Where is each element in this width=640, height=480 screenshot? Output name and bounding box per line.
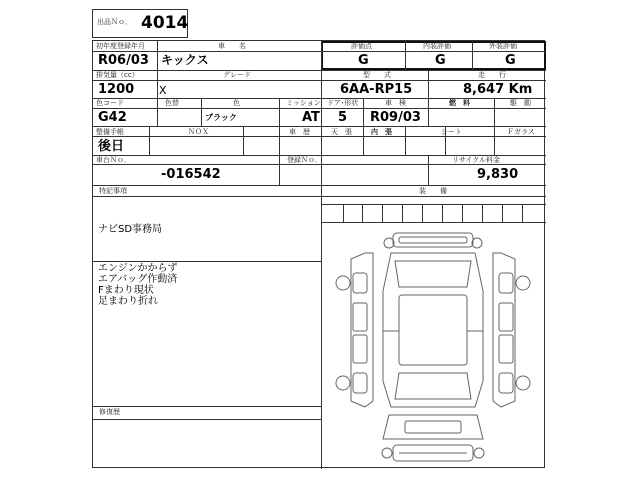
value-grade: X: [159, 84, 167, 97]
value-displacement: 1200: [98, 82, 135, 97]
label-doors: ドア･形状: [327, 99, 359, 107]
label-exterior-score: 外装評価: [489, 42, 517, 50]
value-transmission: AT: [302, 110, 320, 125]
label-registration-number: 登録Ｎｏ．: [287, 156, 322, 164]
value-model: 6AA-RP15: [340, 82, 413, 97]
label-transmission: ミッション: [286, 99, 321, 107]
value-first-registration: R06/03: [98, 53, 149, 68]
front-bumper-diagram: [384, 233, 482, 248]
label-repair-history: 修復歴: [99, 408, 120, 416]
value-mileage: 8,647 Km: [463, 82, 533, 97]
label-seat: シート: [441, 128, 462, 136]
label-interior-trim: 内 張: [371, 128, 392, 136]
remark-line: Fまわり現状: [98, 285, 154, 296]
top-view-diagram: [383, 253, 483, 407]
remark-line: ナビSD事務局: [98, 224, 163, 235]
label-maintenance-book: 整備手帳: [96, 128, 124, 136]
value-inspection: R09/03: [370, 110, 421, 125]
right-side-diagram: [493, 253, 530, 407]
value-car-name: キックス: [161, 53, 209, 67]
label-car-name: 車 名: [218, 42, 246, 50]
label-front-glass: Ｆガラス: [507, 128, 535, 136]
label-color: 色: [233, 99, 240, 107]
value-color: ブラック: [205, 113, 237, 122]
label-inspection: 車 検: [385, 99, 406, 107]
label-displacement: 排気量（cc）: [96, 71, 139, 79]
value-exterior-score: G: [505, 53, 516, 68]
remark-line: エアバッグ作動済: [98, 274, 178, 285]
label-grade: グレード: [223, 71, 251, 79]
label-drive: 駆 動: [510, 99, 531, 107]
label-interior-score: 内装評価: [423, 42, 451, 50]
value-score: G: [358, 53, 369, 68]
rear-bumper-diagram: [382, 415, 484, 461]
label-equipment: 装 備: [419, 187, 447, 195]
value-chassis-number: -016542: [161, 167, 221, 182]
lot-number-box: [92, 9, 188, 38]
value-interior-score: G: [435, 53, 446, 68]
label-nox: ＮＯＸ: [188, 128, 209, 136]
label-mileage: 走 行: [478, 71, 506, 79]
lot-number-label: 出品Ｎｏ．: [97, 18, 132, 26]
label-recycle-fee: リサイクル料金: [452, 156, 501, 164]
value-color-code: G42: [98, 110, 127, 125]
value-recycle-fee: 9,830: [477, 167, 519, 182]
label-color-change: 色替: [165, 99, 179, 107]
lot-number-value: 4014: [141, 13, 189, 33]
vehicle-damage-diagram: [333, 231, 533, 466]
label-first-registration: 初年度登録年月: [96, 42, 145, 50]
value-doors: 5: [338, 110, 348, 125]
label-history: 車 歴: [289, 128, 310, 136]
left-side-diagram: [336, 253, 373, 407]
label-score: 評価点: [351, 42, 372, 50]
remark-line: エンジンかからず: [98, 263, 178, 274]
label-model: 型 式: [363, 71, 391, 79]
label-remarks: 特記事項: [99, 187, 127, 195]
label-ceiling: 天 張: [331, 128, 352, 136]
auction-sheet-form: [92, 40, 545, 468]
label-chassis-number: 車台Ｎｏ．: [96, 156, 131, 164]
value-maintenance-book: 後日: [98, 139, 125, 154]
label-fuel: 燃 料: [449, 99, 470, 107]
remark-line: 足まわり折れ: [98, 296, 158, 307]
label-color-code: 色コード: [96, 99, 124, 107]
